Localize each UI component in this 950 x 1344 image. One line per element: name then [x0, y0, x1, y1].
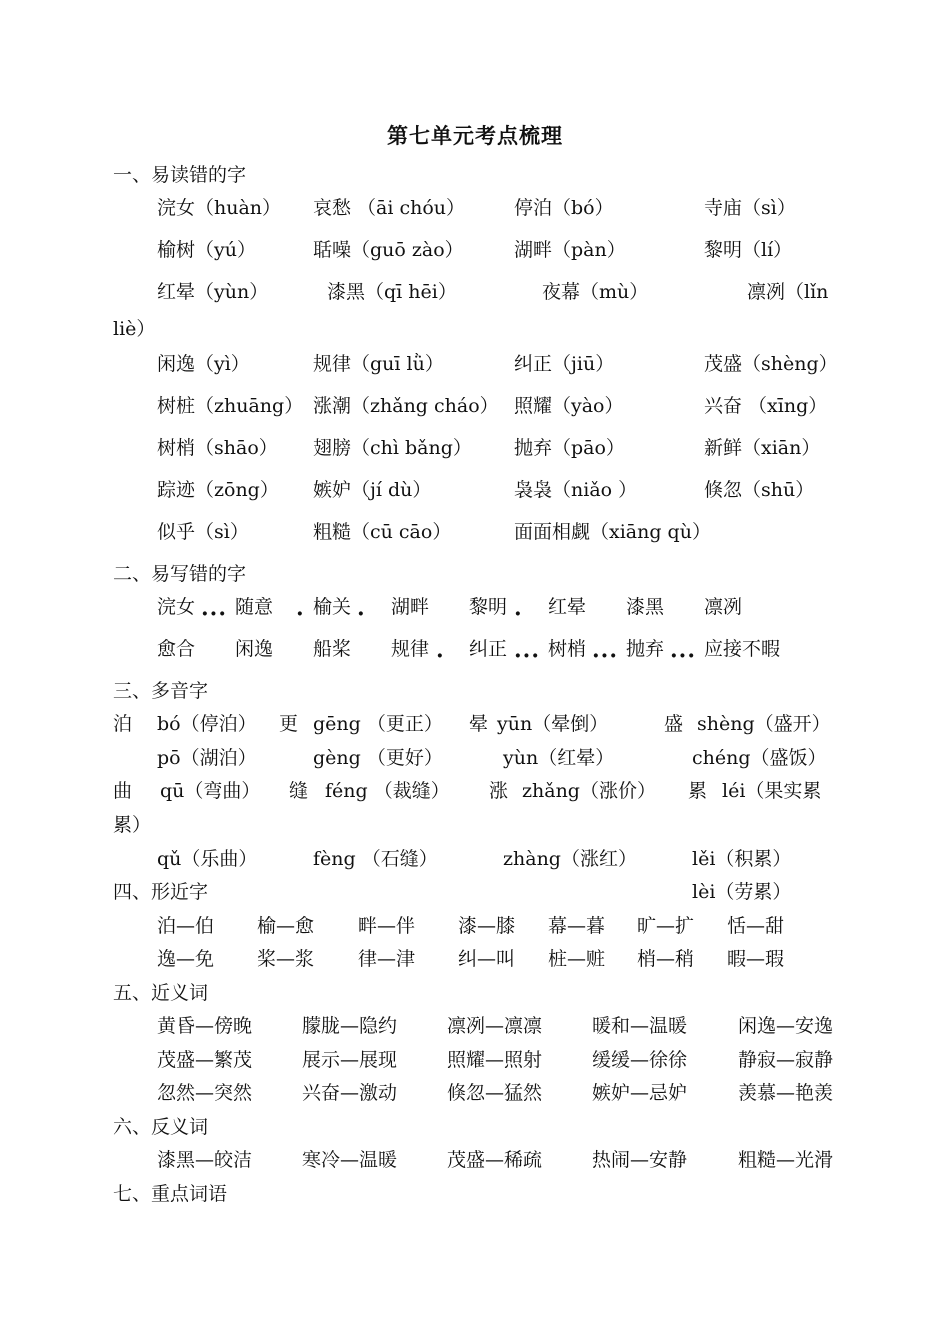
reading-word: 规律（guī lǜ） — [313, 353, 444, 375]
writing-word: 红晕 — [548, 596, 587, 618]
synonym-pair: 忽然—突然 — [157, 1082, 253, 1104]
section-heading-4: 四、形近字 — [113, 881, 209, 903]
polyphone-reading: fèng （石缝） — [313, 848, 438, 870]
reading-word: 翅膀（chì bǎng） — [313, 437, 472, 459]
reading-word: 兴奋 （xīng） — [704, 395, 828, 417]
synonym-pair: 静寂—寂静 — [738, 1049, 834, 1071]
synonym-pair: 茂盛—繁茂 — [157, 1049, 253, 1071]
reading-word: 粗糙（cū cāo） — [313, 521, 452, 543]
emphasis-dots: ··· — [201, 601, 227, 627]
writing-word: 愈合 — [157, 638, 196, 660]
polyphone-reading: lěi（积累） — [692, 848, 792, 870]
emphasis-dot: · — [296, 601, 304, 627]
writing-word: 应接不暇 — [704, 638, 781, 660]
polyphone-reading: zhàng（涨红） — [503, 848, 637, 870]
writing-word: 纠正 — [469, 638, 508, 660]
polyphone-char: 晕 — [469, 713, 489, 735]
polyphone-reading: shèng（盛开） — [697, 713, 831, 735]
synonym-pair: 暖和—温暖 — [592, 1015, 688, 1037]
synonym-pair: 闲逸—安逸 — [738, 1015, 834, 1037]
reading-word-continuation: liè） — [113, 318, 156, 340]
writing-word: 抛弃 — [626, 638, 665, 660]
reading-word: 茂盛（shèng） — [704, 353, 838, 375]
similar-pair: 榆—愈 — [257, 915, 315, 937]
antonym-pair: 漆黑—皎洁 — [157, 1149, 253, 1171]
antonym-pair: 粗糙—光滑 — [738, 1149, 834, 1171]
polyphone-reading: gēng （更正） — [313, 713, 443, 735]
synonym-pair: 照耀—照射 — [447, 1049, 543, 1071]
polyphone-reading: bó（停泊） — [157, 713, 257, 735]
section-heading-6: 六、反义词 — [113, 1116, 209, 1138]
reading-word: 袅袅（niǎo ） — [514, 479, 638, 501]
antonym-pair: 茂盛—稀疏 — [447, 1149, 543, 1171]
reading-word: 凛冽（lǐn — [747, 281, 829, 303]
reading-word: 嫉妒（jí dù） — [313, 479, 432, 501]
similar-pair: 桨—浆 — [257, 948, 315, 970]
emphasis-dots: ··· — [670, 643, 696, 669]
polyphone-char: 涨 — [489, 780, 509, 802]
emphasis-dot: · — [357, 601, 365, 627]
reading-word: 照耀（yào） — [514, 395, 624, 417]
emphasis-dot: · — [436, 643, 444, 669]
polyphone-reading: pō（湖泊） — [157, 747, 257, 769]
polyphone-reading: zhǎng（涨价） — [522, 780, 656, 802]
synonym-pair: 展示—展现 — [302, 1049, 398, 1071]
similar-pair: 律—津 — [358, 948, 416, 970]
polyphone-char: 更 — [279, 713, 299, 735]
polyphone-reading: chéng（盛饭） — [692, 747, 827, 769]
writing-word: 凛冽 — [704, 596, 743, 618]
section-heading-3: 三、多音字 — [113, 680, 209, 702]
writing-word: 随意 — [235, 596, 274, 618]
reading-word: 寺庙（sì） — [704, 197, 796, 219]
similar-pair: 纠—叫 — [458, 948, 516, 970]
writing-word: 树梢 — [548, 638, 587, 660]
reading-word: 倏忽（shū） — [704, 479, 815, 501]
page-title: 第七单元考点梳理 — [387, 123, 563, 148]
writing-word: 规律 — [391, 638, 430, 660]
reading-word: 哀愁 （āi chóu） — [313, 197, 466, 219]
reading-word: 聒噪（guō zào） — [313, 239, 464, 261]
reading-word: 树桩（zhuāng） — [157, 395, 304, 417]
polyphone-reading: qǔ（乐曲） — [157, 848, 258, 870]
reading-word: 夜幕（mù） — [542, 281, 649, 303]
polyphone-reading: yùn（红晕） — [503, 747, 615, 769]
reading-word: 停泊（bó） — [514, 197, 614, 219]
section-heading-2: 二、易写错的字 — [113, 563, 247, 585]
writing-word: 漆黑 — [626, 596, 665, 618]
polyphone-char: 泊 — [113, 713, 133, 735]
section-heading-7: 七、重点词语 — [113, 1183, 228, 1205]
similar-pair: 桩—赃 — [548, 948, 606, 970]
polyphone-reading: léi（果实累 — [722, 780, 822, 802]
reading-word: 面面相觑（xiāng qù） — [514, 521, 711, 543]
polyphone-reading: yūn（晕倒） — [497, 713, 609, 735]
similar-pair: 恬—甜 — [727, 915, 785, 937]
similar-pair: 暇—瑕 — [727, 948, 785, 970]
reading-word: 红晕（yùn） — [157, 281, 269, 303]
writing-word: 湖畔 — [391, 596, 430, 618]
synonym-pair: 黄昏—傍晚 — [157, 1015, 253, 1037]
polyphone-reading: féng （裁缝） — [325, 780, 450, 802]
similar-pair: 泊—伯 — [157, 915, 215, 937]
writing-word: 榆关 — [313, 596, 352, 618]
similar-pair: 畔—伴 — [358, 915, 416, 937]
writing-word: 黎明 — [469, 596, 508, 618]
writing-word: 浣女 — [157, 596, 196, 618]
polyphone-char: 累 — [688, 780, 708, 802]
similar-pair: 旷—扩 — [637, 915, 695, 937]
synonym-pair: 羡慕—艳羡 — [738, 1082, 834, 1104]
synonym-pair: 嫉妒—忌妒 — [592, 1082, 688, 1104]
reading-word: 似乎（sì） — [157, 521, 249, 543]
reading-word: 浣女（huàn） — [157, 197, 282, 219]
section-heading-5: 五、近义词 — [113, 982, 209, 1004]
antonym-pair: 热闹—安静 — [592, 1149, 688, 1171]
similar-pair: 幕—暮 — [548, 915, 606, 937]
synonym-pair: 缓缓—徐徐 — [592, 1049, 688, 1071]
polyphone-reading: lèi（劳累） — [692, 881, 792, 903]
reading-word: 涨潮（zhǎng cháo） — [313, 395, 499, 417]
reading-word: 纠正（jiū） — [514, 353, 615, 375]
polyphone-continuation: 累） — [113, 814, 152, 836]
synonym-pair: 朦胧—隐约 — [302, 1015, 398, 1037]
synonym-pair: 倏忽—猛然 — [447, 1082, 543, 1104]
reading-word: 榆树（yú） — [157, 239, 256, 261]
polyphone-char: 盛 — [664, 713, 684, 735]
reading-word: 闲逸（yì） — [157, 353, 250, 375]
similar-pair: 漆—膝 — [458, 915, 516, 937]
polyphone-reading: qū（弯曲） — [160, 780, 261, 802]
reading-word: 黎明（lí） — [704, 239, 793, 261]
polyphone-reading: gèng （更好） — [313, 747, 443, 769]
writing-word: 闲逸 — [235, 638, 274, 660]
similar-pair: 逸—免 — [157, 948, 215, 970]
polyphone-char: 缝 — [289, 780, 309, 802]
writing-word: 船桨 — [313, 638, 352, 660]
synonym-pair: 兴奋—激动 — [302, 1082, 398, 1104]
emphasis-dots: ··· — [514, 643, 540, 669]
reading-word: 树梢（shāo） — [157, 437, 278, 459]
synonym-pair: 凛冽—凛凛 — [447, 1015, 543, 1037]
reading-word: 新鲜（xiān） — [704, 437, 821, 459]
polyphone-char: 曲 — [113, 780, 133, 802]
antonym-pair: 寒冷—温暖 — [302, 1149, 398, 1171]
reading-word: 漆黑（qī hēi） — [327, 281, 457, 303]
reading-word: 抛弃（pāo） — [514, 437, 625, 459]
emphasis-dots: ··· — [592, 643, 618, 669]
section-heading-1: 一、易读错的字 — [113, 164, 247, 186]
reading-word: 踪迹（zōng） — [157, 479, 279, 501]
reading-word: 湖畔（pàn） — [514, 239, 626, 261]
emphasis-dot: · — [514, 601, 522, 627]
similar-pair: 梢—稍 — [637, 948, 695, 970]
